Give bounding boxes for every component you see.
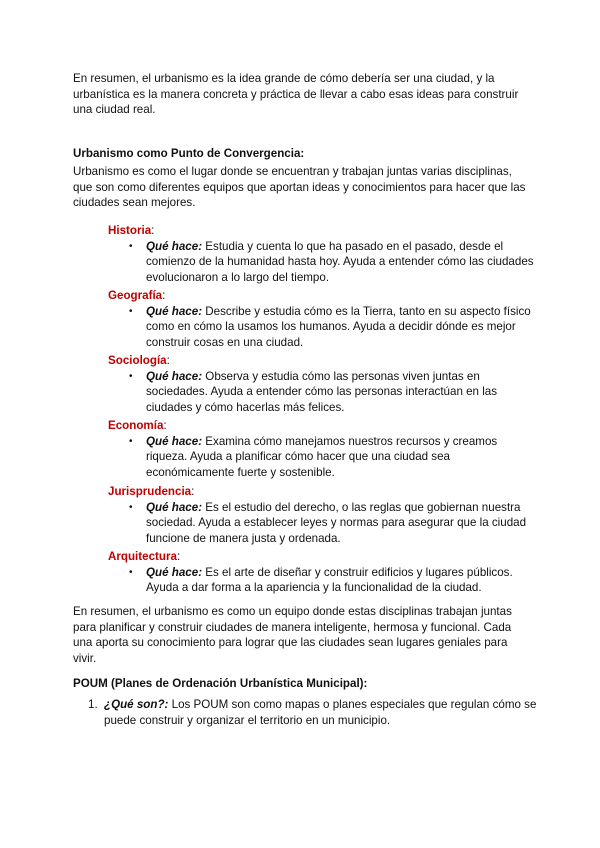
discipline-description: Es el arte de diseñar y construir edificios y lugares públicos. Ayuda a dar forma a la apariencia y la funcionalidad de la ciudad. [146, 565, 513, 594]
discipline-description: Observa y estudia cómo las personas viven juntas en sociedades. Ayuda a entender cómo las personas interactúan en las ciudades y cómo hacerlas más felices. [146, 369, 498, 414]
poum-description: Los POUM son como mapas o planes especiales que regulan cómo se puede construir y organizar el territorio en un municipio. [104, 698, 537, 727]
bullet-icon: • [129, 501, 133, 513]
list-item [108, 500, 538, 547]
discipline-title: Sociología [108, 354, 167, 367]
question-label: Qué hace: [146, 565, 203, 579]
bullet-icon: • [129, 305, 133, 317]
discipline-geografia: Geografía: • Qué hace: Describe y estudia cómo es la Tierra, tanto en su aspecto físico como en cómo la usamos los humanos. Ayuda a decidir dónde es mejor construir cosas en una ciudad. [108, 288, 538, 350]
bullet-icon: • [129, 240, 133, 252]
discipline-title: Historia [108, 224, 152, 237]
discipline-title: Jurisprudencia [108, 485, 192, 498]
section-heading-poum: POUM (Planes de Ordenación Urbanística Municipal): [73, 677, 368, 690]
intro-paragraph: En resumen, el urbanismo es la idea grande de cómo debería ser una ciudad, y la urbanística es la manera concreta y práctica de llevar a cabo esas ideas para construir una ciudad real. [73, 72, 519, 116]
discipline-arquitectura: Arquitectura: • Qué hace: Es el arte de diseñar y construir edificios y lugares públicos. Ayuda a dar forma a la apariencia y la funcionalidad de la ciudad. [108, 549, 538, 596]
bullet-icon: • [129, 566, 133, 578]
list-item [108, 565, 538, 596]
discipline-description: Es el estudio del derecho, o las reglas que gobiernan nuestra sociedad. Ayuda a establecer leyes y normas para asegurar que la ciudad funcione de manera justa y ordenada. [146, 500, 527, 545]
convergencia-intro-paragraph: Urbanismo es como el lugar donde se encuentran y trabajan juntas varias disciplinas, que son como diferentes equipos que aportan ideas y conocimientos para hacer que las ciudades sean mejores. [73, 165, 526, 209]
bullet-icon: • [129, 435, 133, 447]
question-label: Qué hace: [146, 239, 203, 253]
question-label: ¿Qué son?: [104, 698, 169, 711]
question-label: Qué hace: [146, 304, 203, 318]
discipline-historia: Historia: • Qué hace: Estudia y cuenta lo que ha pasado en el pasado, desde el comienzo de la humanidad hasta hoy. Ayuda a entender cómo las ciudades evolucionaron a lo largo del tiempo. [108, 223, 538, 285]
discipline-description: Describe y estudia cómo es la Tierra, tanto en su aspecto físico como en cómo la usamos los humanos. Ayuda a decidir dónde es mejor construir cosas en una ciudad. [146, 304, 531, 349]
discipline-title: Geografía [108, 289, 163, 302]
discipline-description: Estudia y cuenta lo que ha pasado en el pasado, desde el comienzo de la humanidad hasta hoy. Ayuda a entender cómo las ciudades evolucionaron a lo largo del tiempo. [146, 239, 534, 284]
discipline-jurisprudencia: Jurisprudencia: • Qué hace: Es el estudio del derecho, o las reglas que gobiernan nuestra sociedad. Ayuda a establecer leyes y normas para asegurar que la ciudad funcione de manera justa y ordenada. [108, 484, 538, 546]
list-item [108, 434, 538, 481]
bullet-icon: • [129, 370, 133, 382]
discipline-title: Arquitectura [108, 550, 177, 563]
question-label: Qué hace: [146, 500, 203, 514]
section-heading-convergencia: Urbanismo como Punto de Convergencia: [73, 147, 305, 160]
convergencia-summary-paragraph: En resumen, el urbanismo es como un equipo donde estas disciplinas trabajan juntas para planificar y construir ciudades de manera inteligente, hermosa y funcional. Cada una aporta su conocimiento para lograr que las ciudades sean lugares geniales para vivir. [73, 605, 512, 665]
list-item [108, 304, 538, 351]
question-label: Qué hace: [146, 369, 203, 383]
discipline-title: Economía [108, 419, 164, 432]
poum-list-item [88, 697, 538, 728]
discipline-economia: Economía: • Qué hace: Examina cómo manejamos nuestros recursos y creamos riqueza. Ayuda a planificar cómo hacer que una ciudad sea económicamente fuerte y sostenible. [108, 418, 538, 480]
discipline-sociologia: Sociología: • Qué hace: Observa y estudia cómo las personas viven juntas en sociedades. Ayuda a entender cómo las personas interactúan en las ciudades y cómo hacerlas más felices. [108, 353, 538, 415]
discipline-description: Examina cómo manejamos nuestros recursos y creamos riqueza. Ayuda a planificar cómo hacer que una ciudad sea económicamente fuerte y sostenible. [146, 434, 498, 479]
list-item [108, 239, 538, 286]
list-number: 1. [88, 698, 98, 711]
question-label: Qué hace: [146, 434, 203, 448]
list-item [108, 369, 538, 416]
